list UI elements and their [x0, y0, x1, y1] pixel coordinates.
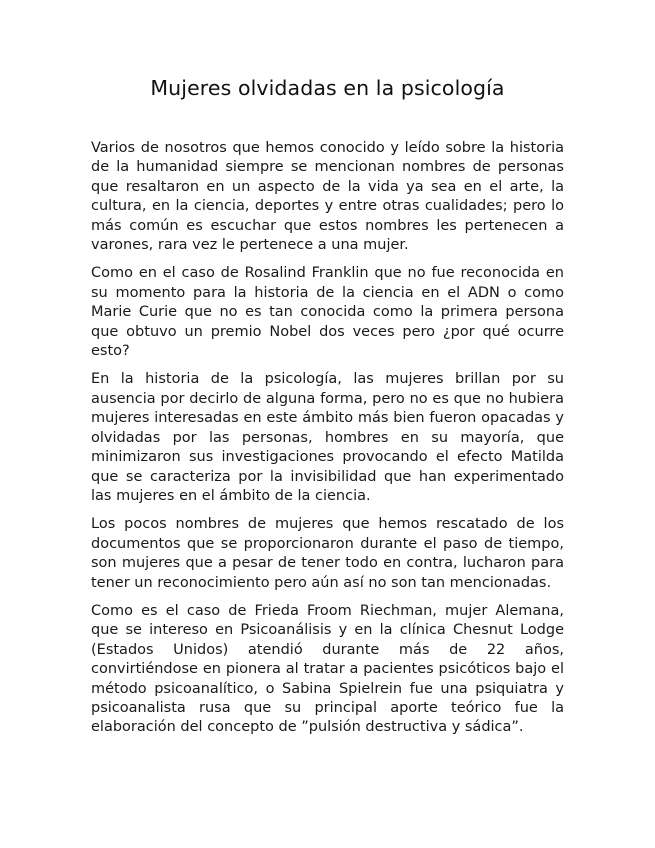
document-body: [91, 139, 564, 747]
page-title: Mujeres olvidadas en la psicología: [150, 76, 505, 100]
paragraph-froom-spielrein: Como es el caso de Frieda Froom Riechman, mujer Alemana, que se intereso en Psicoanálisis y en la clínica Chesnut Lodge (Estados Unidos) atendió durante más de 22 años, convirtiéndose en pionera al tratar a pacientes psicóticos bajo el método psicoanalítico, o Sabina Spielrein fue una psiquiatra y psicoanalista rusa que su principal aporte teórico fue la elaboración del concepto de ”pulsión destructiva y sádica”.: [91, 602, 564, 736]
paragraph-intro: Varios de nosotros que hemos conocido y leído sobre la historia de la humanidad siempre se mencionan nombres de personas que resaltaron en un aspecto de la vida ya sea en el arte, la cultura, en la ciencia, deportes y entre otras cualidades; pero lo más común es escuchar que estos nombres les pertenecen a varones, rara vez le pertenece a una mujer.: [91, 140, 564, 254]
paragraph-rescued-names: Los pocos nombres de mujeres que hemos rescatado de los documentos que se proporcionaron durante el paso de tiempo, son mujeres que a pesar de tener todo en contra, lucharon para tener un reconocimiento pero aún así no son tan mencionadas.: [91, 516, 564, 591]
paragraph-franklin-curie: Como en el caso de Rosalind Franklin que no fue reconocida en su momento para la historia de la ciencia en el ADN o como Marie Curie que no es tan conocida como la primera persona que obtuvo un premio Nobel dos veces pero ¿por qué ocurre esto?: [91, 265, 564, 360]
paragraph-matilda-effect: En la historia de la psicología, las mujeres brillan por su ausencia por decirlo de alguna forma, pero no es que no hubiera mujeres interesadas en este ámbito más bien fueron opacadas y olvidadas por las personas, hombres en su mayoría, que minimizaron sus investigaciones provocando el efecto Matilda que se caracteriza por la invisibilidad que han experimentado las mujeres en el ámbito de la ciencia.: [91, 371, 564, 504]
